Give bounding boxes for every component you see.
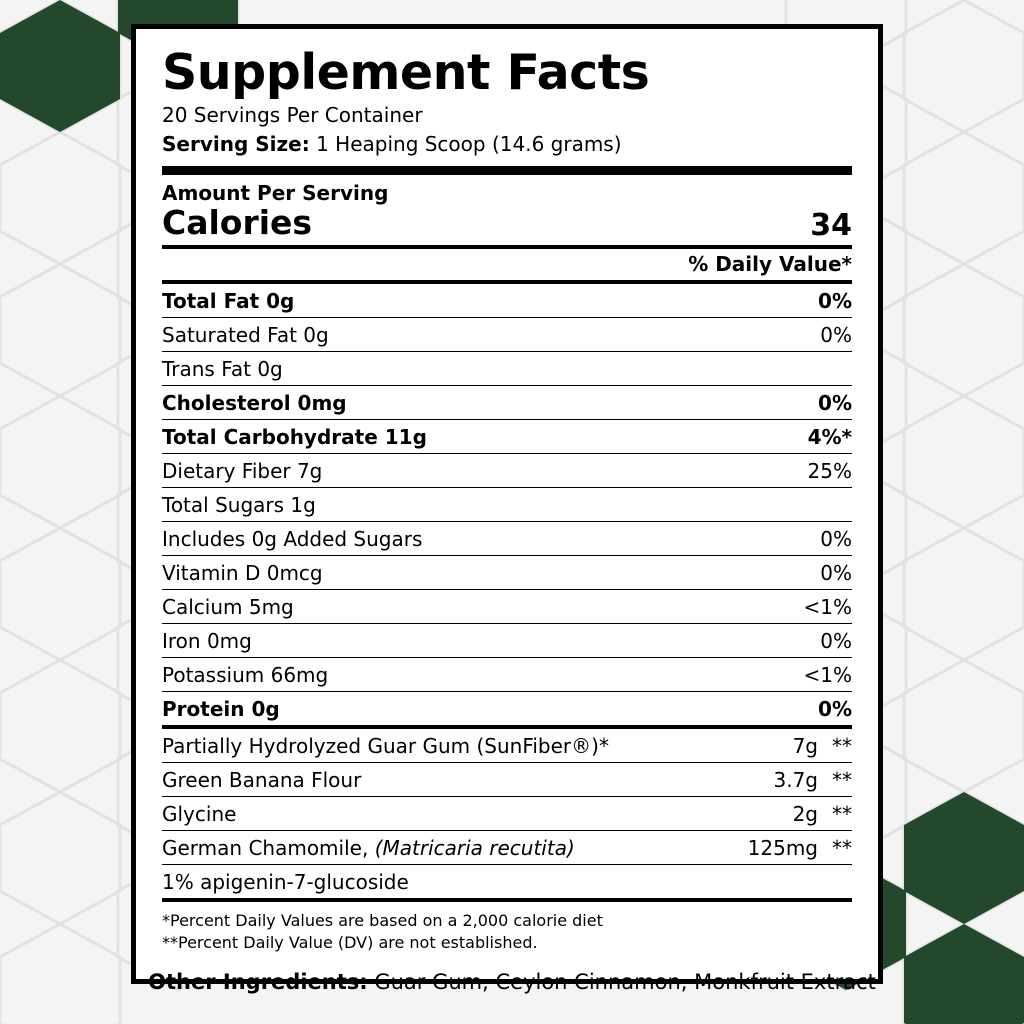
footnote-dv-not-established: **Percent Daily Value (DV) are not established. <box>162 932 538 952</box>
nutrient-daily-value: 0% <box>745 556 852 590</box>
nutrient-name: Potassium 66mg <box>162 658 745 692</box>
ingredient-daily-value: ** <box>818 797 852 831</box>
nutrient-daily-value: 0% <box>745 624 852 658</box>
table-row <box>162 865 852 899</box>
other-ingredients-label: Other Ingredients: <box>148 970 368 994</box>
table-row <box>162 420 852 454</box>
supplement-facts-panel <box>131 24 883 984</box>
ingredient-name: 1% apigenin-7-glucoside <box>162 865 729 899</box>
table-row <box>162 556 852 590</box>
table-row <box>162 590 852 624</box>
serving-size-value: 1 Heaping Scoop (14.6 grams) <box>316 132 622 157</box>
ingredient-name: German Chamomile, (Matricaria recutita) <box>162 831 729 865</box>
table-row <box>162 624 852 658</box>
blend-table <box>162 729 852 898</box>
nutrient-name: Includes 0g Added Sugars <box>162 522 745 556</box>
nutrient-daily-value: <1% <box>745 590 852 624</box>
divider-thick-top <box>162 166 852 175</box>
ingredient-name: Glycine <box>162 797 729 831</box>
ingredient-amount: 7g <box>792 734 818 759</box>
serving-size-label: Serving Size: <box>162 132 310 157</box>
table-row <box>162 692 852 726</box>
nutrient-name: Cholesterol 0mg <box>162 386 745 420</box>
table-row <box>162 797 852 831</box>
nutrient-name: Vitamin D 0mcg <box>162 556 745 590</box>
other-ingredients <box>0 970 1024 994</box>
ingredient-amount <box>729 865 818 899</box>
ingredient-daily-value: ** <box>832 734 852 759</box>
nutrition-table <box>162 284 852 725</box>
nutrient-daily-value: 0% <box>818 289 852 314</box>
nutrient-daily-value: 0% <box>745 692 852 726</box>
table-row <box>162 386 852 420</box>
nutrient-daily-value: 4%* <box>745 420 852 454</box>
ingredient-daily-value: ** <box>818 763 852 797</box>
footnotes <box>162 902 852 953</box>
table-row <box>162 763 852 797</box>
serving-size <box>162 130 852 159</box>
nutrient-name: Iron 0mg <box>162 624 745 658</box>
table-row <box>162 658 852 692</box>
table-row <box>162 352 852 386</box>
nutrient-name: Calcium 5mg <box>162 590 745 624</box>
nutrient-daily-value <box>745 488 852 522</box>
nutrient-daily-value: 25% <box>745 454 852 488</box>
ingredient-daily-value <box>818 865 852 899</box>
nutrient-name: Trans Fat 0g <box>162 352 745 386</box>
page-title: Supplement Facts <box>162 44 650 101</box>
ingredient-amount: 3.7g <box>729 763 818 797</box>
table-row <box>162 318 852 352</box>
table-row <box>162 284 852 318</box>
ingredient-amount: 2g <box>729 797 818 831</box>
nutrient-daily-value <box>745 352 852 386</box>
daily-value-header: % Daily Value* <box>688 252 852 277</box>
amount-per-serving-label: Amount Per Serving <box>162 181 389 206</box>
nutrient-daily-value: 0% <box>745 386 852 420</box>
table-row <box>162 729 852 763</box>
table-row <box>162 831 852 865</box>
ingredient-amount: 125mg <box>729 831 818 865</box>
ingredient-name: Partially Hydrolyzed Guar Gum (SunFiber®)* <box>162 734 609 759</box>
table-row <box>162 522 852 556</box>
calories-label: Calories <box>162 203 313 243</box>
other-ingredients-value: Guar Gum, Ceylon Cinnamon, Monkfruit Extract <box>374 970 876 994</box>
table-row <box>162 454 852 488</box>
nutrient-name: Protein 0g <box>162 692 745 726</box>
nutrient-daily-value: 0% <box>745 318 852 352</box>
nutrient-name: Total Sugars 1g <box>162 488 745 522</box>
nutrient-name: Total Carbohydrate 11g <box>162 420 745 454</box>
footnote-daily-values: *Percent Daily Values are based on a 2,000 calorie diet <box>162 911 603 931</box>
ingredient-latin-name: (Matricaria recutita) <box>374 836 575 861</box>
nutrient-name: Total Fat 0g <box>162 289 295 314</box>
nutrient-name: Saturated Fat 0g <box>162 318 745 352</box>
table-row <box>162 488 852 522</box>
calories-row <box>162 205 852 245</box>
ingredient-name: Green Banana Flour <box>162 763 729 797</box>
nutrient-daily-value: <1% <box>745 658 852 692</box>
nutrient-daily-value: 0% <box>745 522 852 556</box>
nutrient-name: Dietary Fiber 7g <box>162 454 745 488</box>
ingredient-daily-value: ** <box>818 831 852 865</box>
servings-per-container: 20 Servings Per Container <box>162 103 423 128</box>
calories-value: 34 <box>810 207 852 243</box>
